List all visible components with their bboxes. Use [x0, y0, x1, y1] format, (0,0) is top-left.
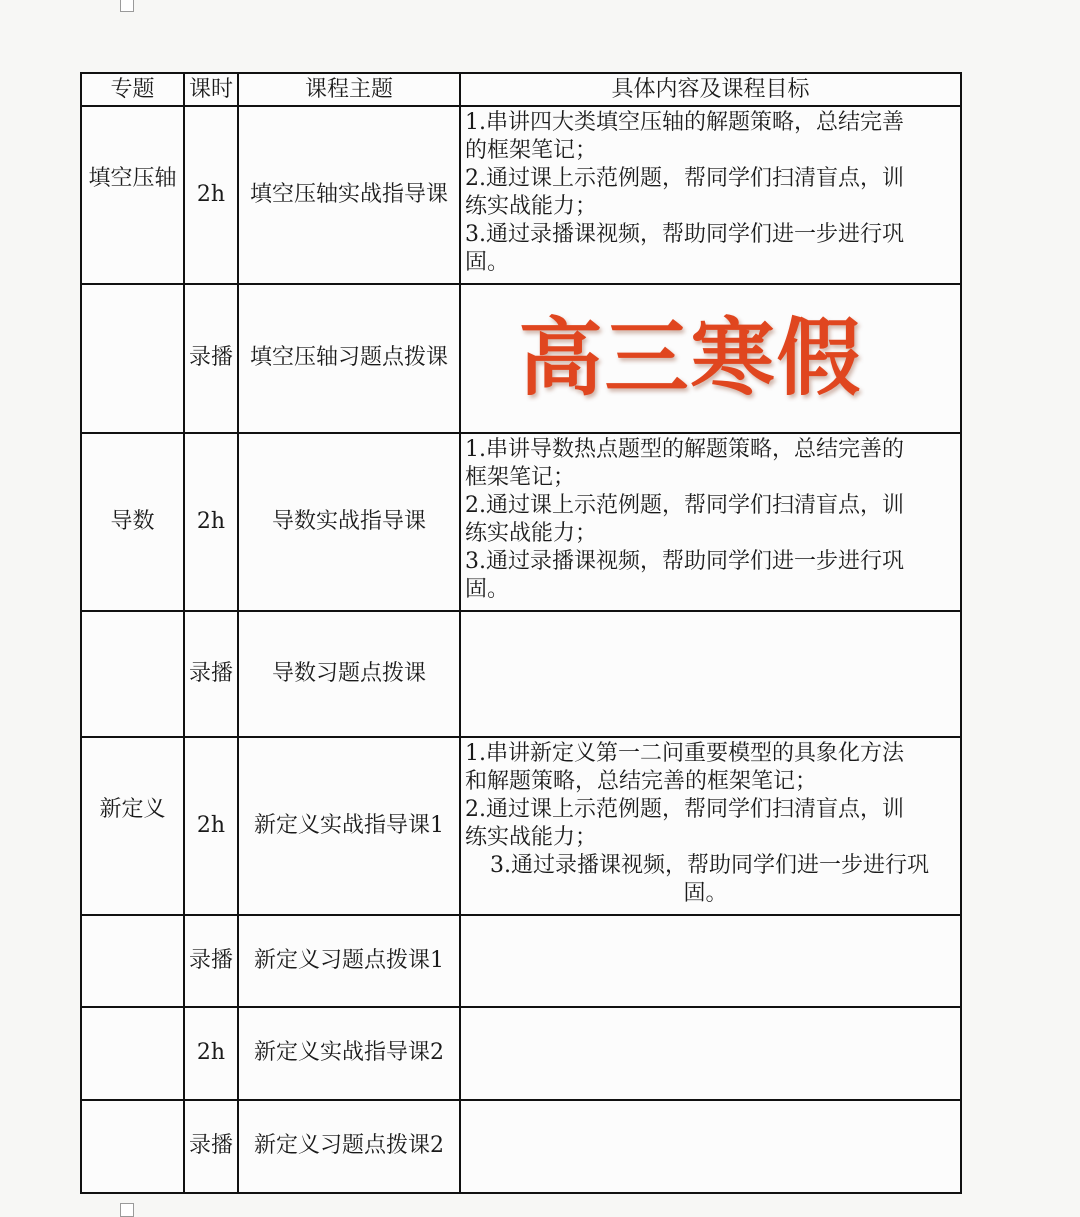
- topic-cell: [81, 284, 184, 432]
- content-line: 1.串讲导数热点题型的解题策略，总结完善的: [465, 436, 904, 462]
- hours-cell: 录播: [184, 284, 238, 432]
- content-cell: [460, 1100, 961, 1193]
- hours-cell: 录播: [184, 1100, 238, 1193]
- title-cell: 新定义实战指导课1: [238, 737, 460, 915]
- content-line: 练实战能力；: [465, 520, 598, 546]
- title-cell: 新定义实战指导课2: [238, 1007, 460, 1100]
- content-line: 2.通过课上示范例题，帮同学们扫清盲点，训: [465, 166, 904, 191]
- content-line: 固。: [465, 576, 510, 602]
- title-cell: 导数习题点拨课: [238, 611, 460, 737]
- content-line: 1.串讲新定义第一二问重要模型的具象化方法: [465, 741, 904, 767]
- hours-cell: 2h: [184, 1007, 238, 1100]
- table-row: [81, 737, 961, 915]
- hours-cell: 2h: [184, 433, 238, 611]
- hours-cell: 2h: [184, 737, 238, 915]
- content-cell: [460, 284, 961, 432]
- header-content: 具体内容及课程目标: [460, 73, 961, 106]
- topic-cell: [81, 106, 184, 284]
- header-topic: 专题: [81, 73, 184, 106]
- content-cell: [460, 915, 961, 1006]
- title-cell: 填空压轴习题点拨课: [238, 284, 460, 432]
- page-marker-top: [120, 0, 134, 12]
- content-line: 练实战能力；: [465, 825, 598, 851]
- title-cell: 新定义习题点拨课1: [238, 915, 460, 1006]
- content-cell: [460, 737, 961, 915]
- topic-cell: [81, 1007, 184, 1100]
- header-title: 课程主题: [238, 73, 460, 106]
- table-row: [81, 284, 961, 432]
- content-line: 固。: [465, 250, 510, 275]
- header-hours: 课时: [184, 73, 238, 106]
- table-row: [81, 611, 961, 737]
- content-line: 1.串讲四大类填空压轴的解题策略，总结完善: [465, 110, 904, 135]
- course-schedule-table: [80, 72, 962, 1194]
- content-line: 2.通过课上示范例题，帮同学们扫清盲点，训: [465, 492, 904, 518]
- content-line: 和解题策略，总结完善的框架笔记；: [465, 769, 818, 795]
- content-line: 3.通过录播课视频，帮助同学们进一步进行巩: [465, 222, 904, 247]
- content-cell: [460, 1007, 961, 1100]
- topic-cell: [81, 1100, 184, 1193]
- content-line: 3.通过录播课视频，帮助同学们进一步进行巩: [465, 548, 904, 574]
- content-line: 框架笔记；: [465, 464, 576, 490]
- page-marker-bottom: [120, 1203, 134, 1217]
- table-row: [81, 1100, 961, 1193]
- header-row: [81, 73, 961, 106]
- content-cell: [460, 611, 961, 737]
- topic-cell: [81, 611, 184, 737]
- hours-cell: 2h: [184, 106, 238, 284]
- content-line: 的框架笔记；: [465, 138, 598, 163]
- topic-cell: 导数: [81, 433, 184, 611]
- content-line: 3.通过录播课视频，帮助同学们进一步进行巩: [490, 853, 929, 879]
- table-row: [81, 433, 961, 611]
- content-cell: [460, 433, 961, 611]
- title-cell: 填空压轴实战指导课: [238, 106, 460, 284]
- hours-cell: 录播: [184, 611, 238, 737]
- topic-text: 填空压轴: [88, 166, 177, 192]
- table-row: [81, 106, 961, 284]
- content-line: 2.通过课上示范例题，帮同学们扫清盲点，训: [465, 797, 904, 823]
- title-cell: 新定义习题点拨课2: [238, 1100, 460, 1193]
- content-cell: [460, 106, 961, 284]
- topic-text: 新定义: [99, 797, 166, 823]
- table-row: [81, 1007, 961, 1100]
- watermark-text: 高三寒假: [518, 309, 863, 408]
- content-line: 练实战能力；: [465, 194, 598, 219]
- content-line: 固。: [683, 881, 728, 907]
- table-row: [81, 915, 961, 1006]
- topic-cell: [81, 737, 184, 915]
- hours-cell: 录播: [184, 915, 238, 1006]
- topic-cell: [81, 915, 184, 1006]
- title-cell: 导数实战指导课: [238, 433, 460, 611]
